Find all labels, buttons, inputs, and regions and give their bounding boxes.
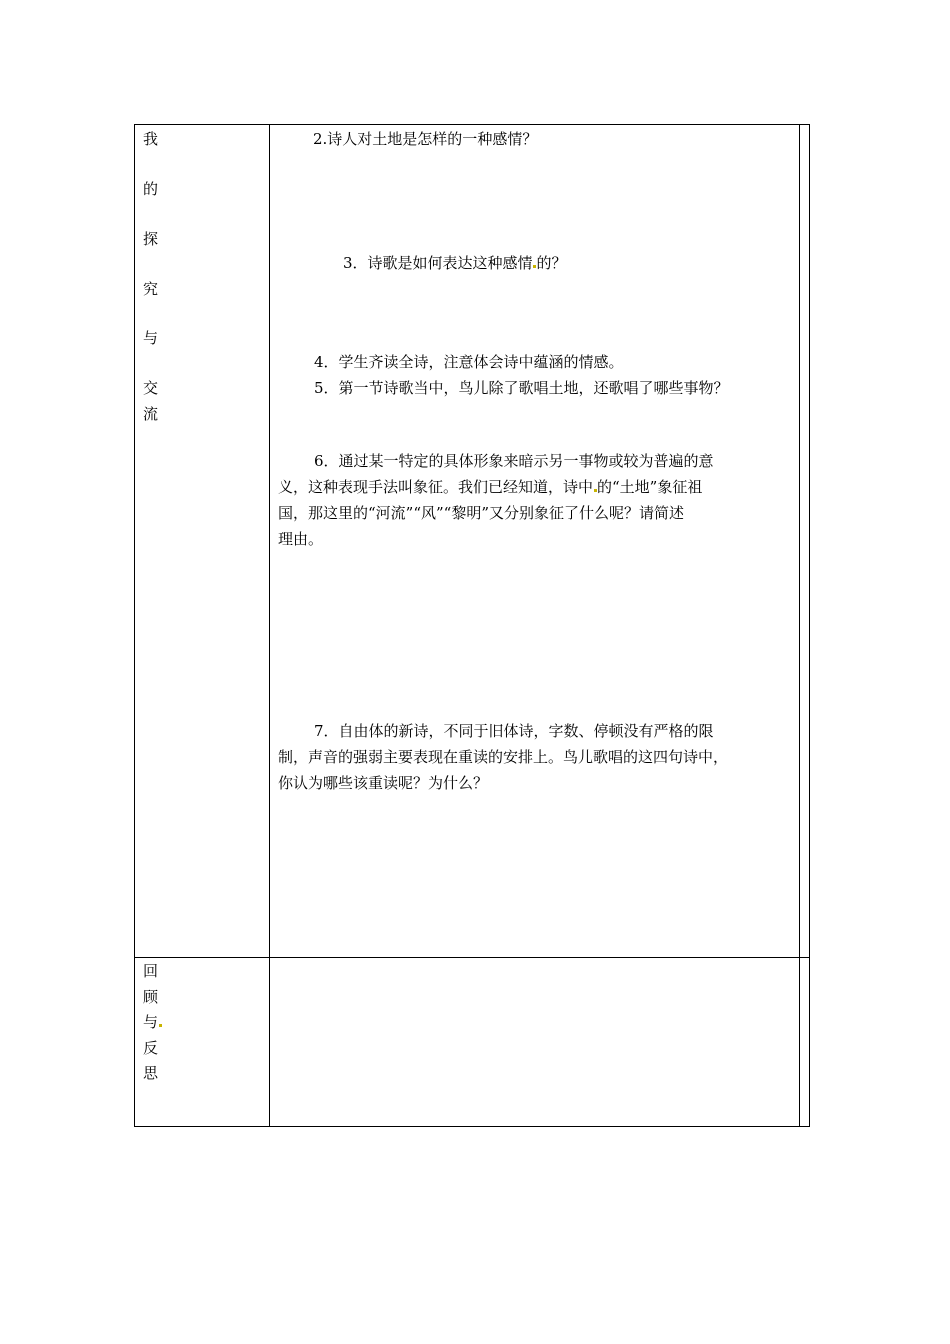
review-label-text: 与	[143, 1013, 159, 1031]
question-7-line: 制，声音的强弱主要表现在重读的安排上。鸟儿歌唱的这四句诗中，	[278, 748, 729, 766]
review-label-char: 反	[143, 1039, 159, 1057]
question-2: 2.诗人对土地是怎样的一种感情？	[313, 130, 538, 148]
question-6	[278, 448, 788, 552]
review-label-char: 思	[143, 1064, 159, 1082]
explore-label-char: 流	[143, 405, 159, 423]
question-5: 5．第一节诗歌当中，鸟儿除了歌唱土地，还歌唱了哪些事物？	[314, 379, 729, 397]
explore-label-char: 探	[143, 230, 159, 248]
question-6-line2-text: 义，这种表现手法叫象征。我们已经知道，诗中	[278, 478, 594, 496]
question-7-line: 你认为哪些该重读呢？为什么？	[278, 774, 489, 792]
question-3-text: 3．诗歌是如何表达这种感情	[343, 254, 533, 272]
question-6-line: 国，那这里的“河流”“风”“黎明”又分别象征了什么呢？请简述	[278, 504, 685, 522]
explore-label-char: 我	[143, 130, 159, 148]
question-6-line2-text-end: 的“土地”象征祖	[597, 478, 703, 496]
question-4: 4．学生齐读全诗，注意体会诗中蕴涵的情感。	[314, 353, 624, 371]
right-margin-divider	[799, 125, 800, 1126]
explore-label-char: 究	[143, 280, 159, 298]
explore-label-char: 交	[143, 379, 159, 397]
edit-mark-icon	[159, 1024, 162, 1027]
explore-label-char: 的	[143, 180, 159, 198]
section-divider	[135, 957, 809, 958]
question-7-line: 7．自由体的新诗，不同于旧体诗，字数、停顿没有严格的限	[314, 722, 714, 740]
label-column-divider	[269, 125, 270, 1126]
review-label-char	[143, 1013, 162, 1031]
question-6-line: 6．通过某一特定的具体形象来暗示另一事物或较为普遍的意	[314, 452, 714, 470]
question-3	[343, 250, 567, 276]
question-6-line: 理由。	[278, 530, 324, 548]
question-6-line	[278, 474, 788, 500]
review-label-char: 顾	[143, 988, 159, 1006]
review-label-char: 回	[143, 962, 159, 980]
question-7	[278, 718, 788, 796]
explore-label-char: 与	[143, 329, 159, 347]
question-3-text-end: 的？	[536, 254, 567, 272]
